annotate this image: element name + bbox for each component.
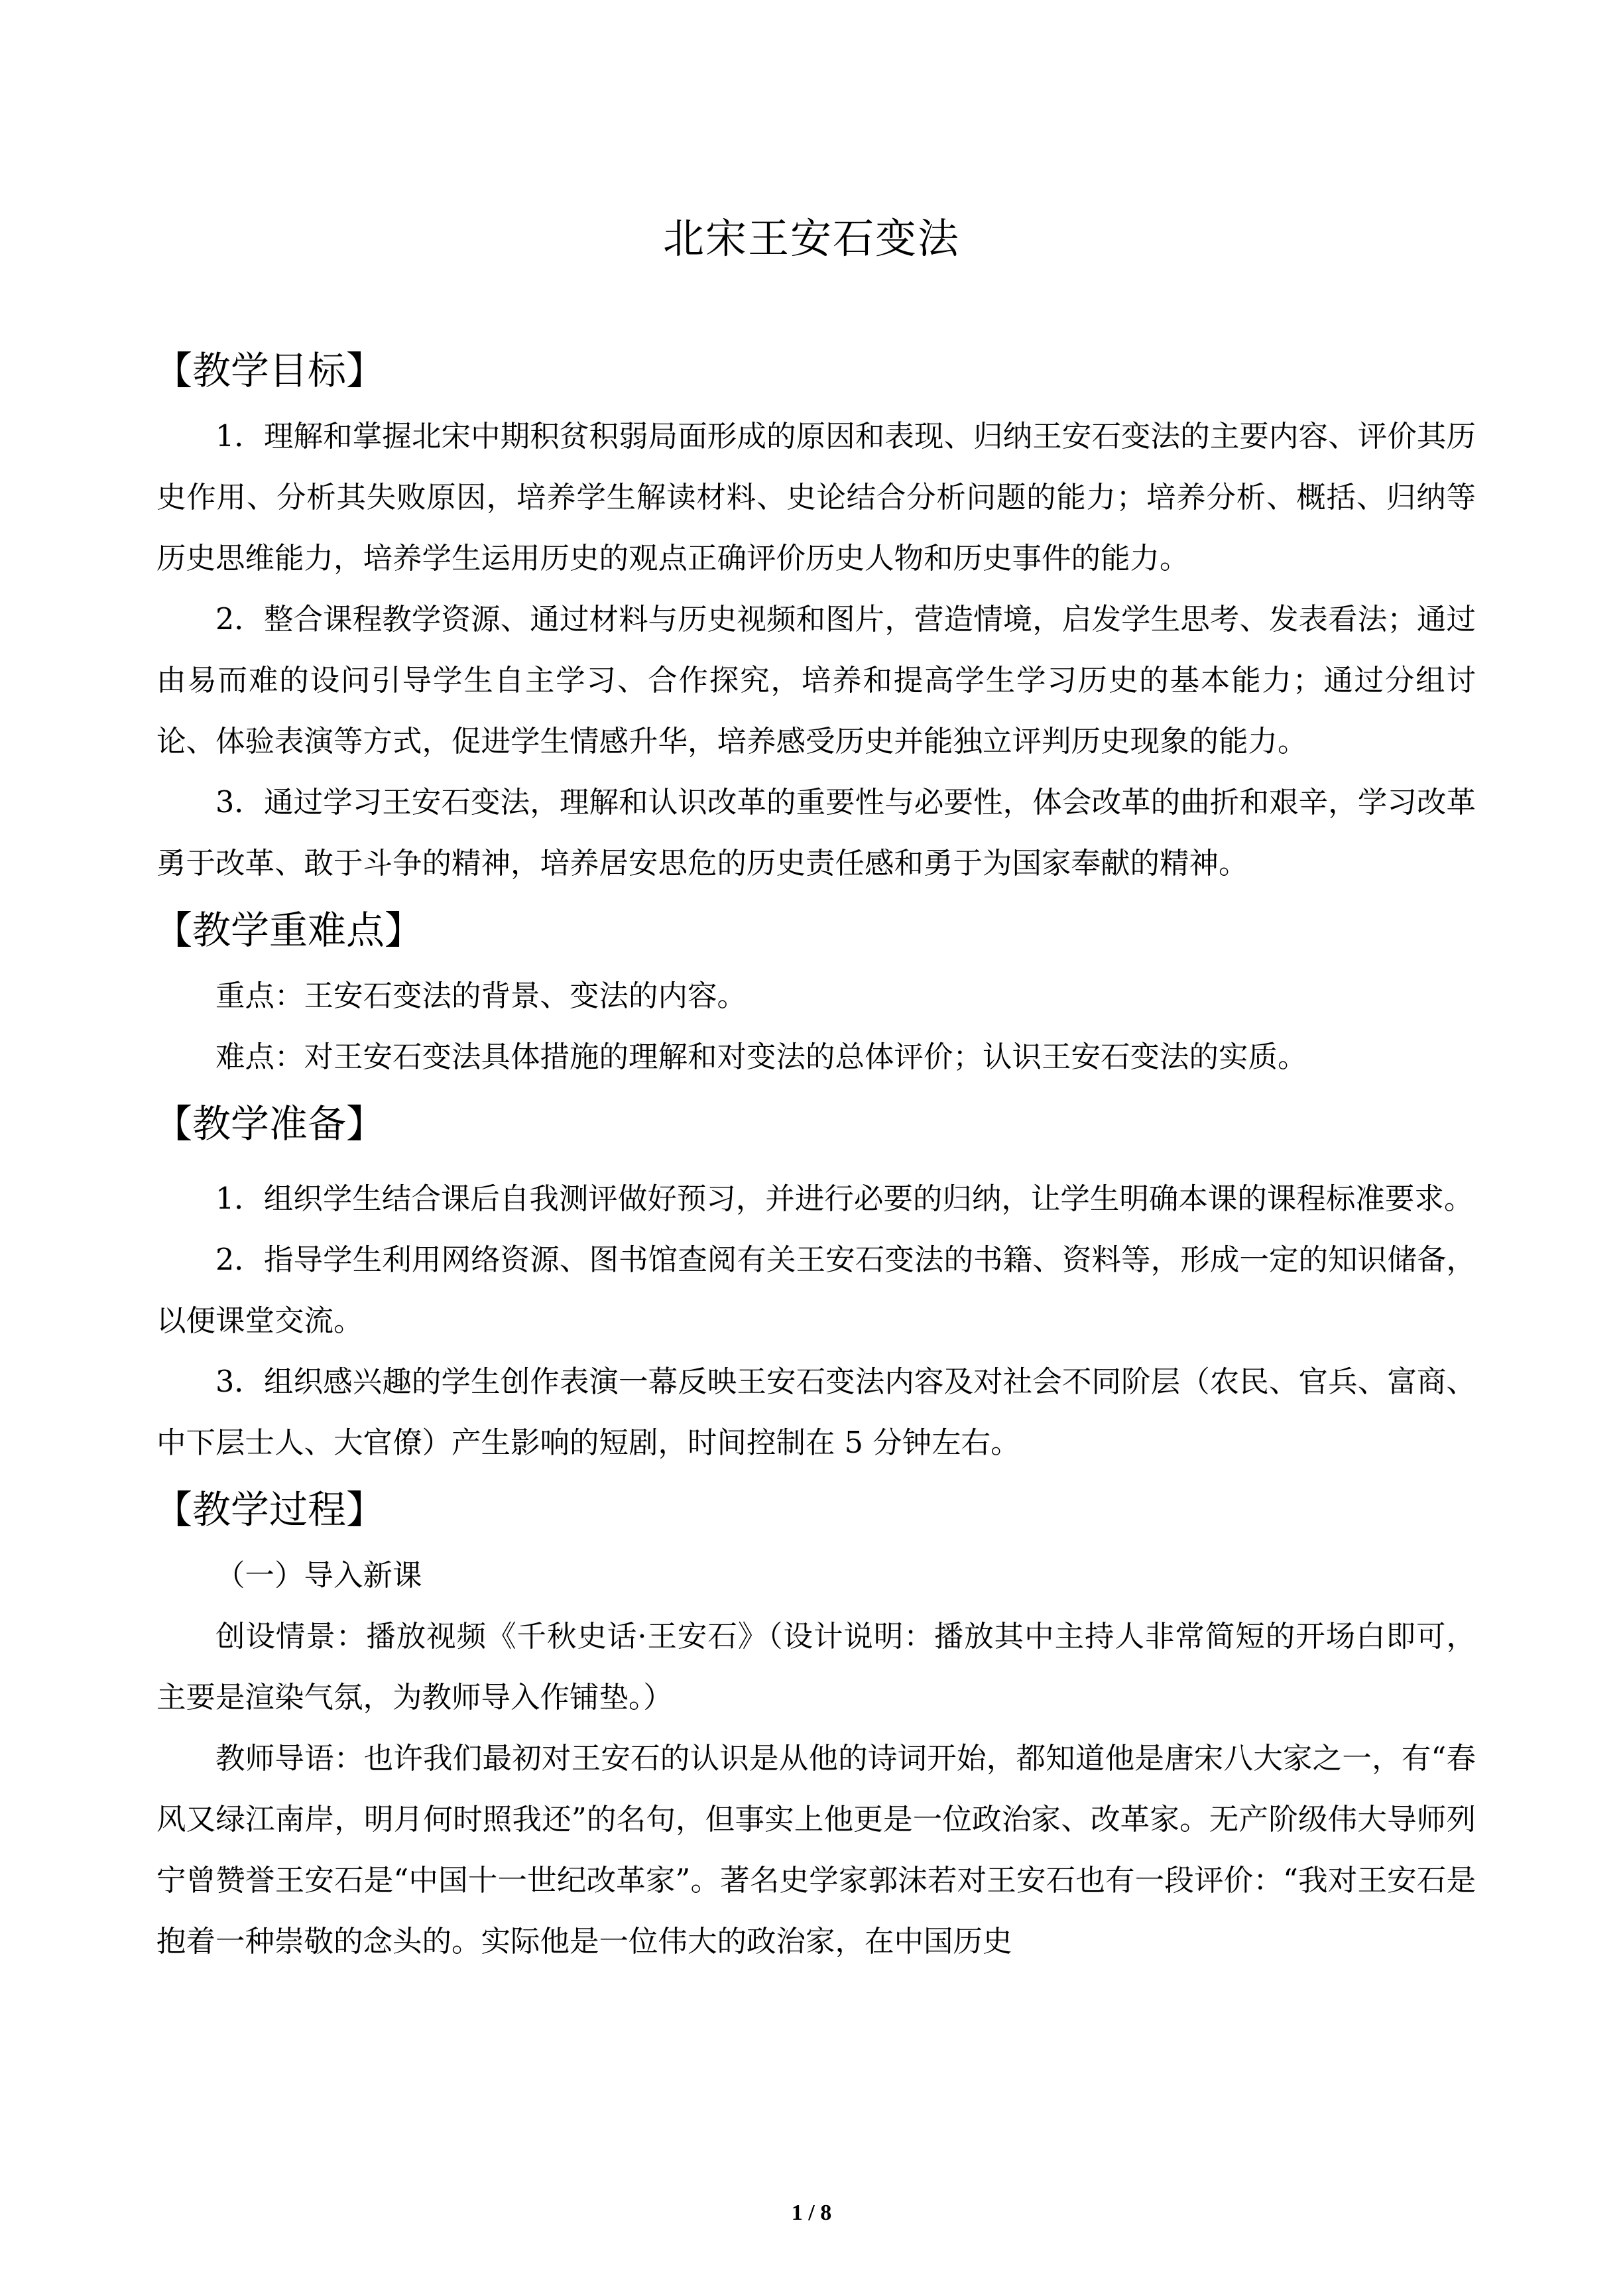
objective-paragraph-2: 2．整合课程教学资源、通过材料与历史视频和图片，营造情境，启发学生思考、发表看法；通过由易而难的设问引导学生自主学习、合作探究，培养和提高学生学习历史的基本能力；通过分组讨论、体验表演等方式，促进学生情感升华，培养感受历史并能独立评判历史现象的能力。 — [156, 603, 1476, 758]
section-heading-process: 【教学过程】 — [154, 1487, 385, 1532]
objective-paragraph-3: 3．通过学习王安石变法，理解和认识改革的重要性与必要性，体会改革的曲折和艰辛，学习改革勇于改革、敢于斗争的精神，培养居安思危的历史责任感和勇于为国家奉献的精神。 — [156, 786, 1476, 880]
key-point-paragraph: 重点：王安石变法的背景、变法的内容。 — [215, 979, 747, 1013]
difficulty-paragraph: 难点：对王安石变法具体措施的理解和对变法的总体评价；认识王安石变法的实质。 — [215, 1040, 1307, 1074]
section-preparation — [156, 1088, 1476, 1474]
objective-paragraph-1: 1．理解和掌握北宋中期积贫积弱局面形成的原因和表现、归纳王安石变法的主要内容、评价其历史作用、分析其失败原因，培养学生解读材料、史论结合分析问题的能力；培养分析、概括、归纳等历史思维能力，培养学生运用历史的观点正确评价历史人物和历史事件的能力。 — [156, 420, 1476, 575]
section-key-points — [156, 894, 1476, 1088]
preparation-paragraph-2: 2．指导学生利用网络资源、图书馆查阅有关王安石变法的书籍、资料等，形成一定的知识储备，以便课堂交流。 — [156, 1243, 1476, 1338]
document-body — [156, 335, 1476, 1972]
section-process — [156, 1474, 1476, 1972]
process-paragraph-2: 教师导语：也许我们最初对王安石的认识是从他的诗词开始，都知道他是唐宋八大家之一，有“春风又绿江南岸，明月何时照我还”的名句，但事实上他更是一位政治家、改革家。无产阶级伟大导师列宁曾赞誉王安石是“中国十一世纪改革家”。著名史学家郭沫若对王安石也有一段评价：“我对王安石是抱着一种崇敬的念头的。实际他是一位伟大的政治家，在中国历史 — [156, 1742, 1476, 1959]
section-heading-preparation: 【教学准备】 — [154, 1101, 385, 1146]
preparation-paragraph-3: 3．组织感兴趣的学生创作表演一幕反映王安石变法内容及对社会不同阶层（农民、官兵、富商、中下层士人、大官僚）产生影响的短剧，时间控制在 5 分钟左右。 — [156, 1365, 1476, 1460]
document-title: 北宋王安石变法 — [662, 214, 960, 263]
process-paragraph-1: 创设情景：播放视频《千秋史话·王安石》（设计说明：播放其中主持人非常简短的开场白即可，主要是渲染气氛，为教师导入作铺垫。） — [156, 1620, 1476, 1715]
preparation-paragraph-1: 1．组织学生结合课后自我测评做好预习，并进行必要的归纳，让学生明确本课的课程标准要求。 — [215, 1182, 1474, 1216]
section-heading-key-points: 【教学重难点】 — [154, 908, 424, 953]
page-number: 1 / 8 — [791, 2201, 832, 2225]
subsection-heading-intro: （一）导入新课 — [215, 1559, 422, 1593]
section-heading-objectives: 【教学目标】 — [154, 348, 385, 393]
section-objectives — [156, 335, 1476, 894]
